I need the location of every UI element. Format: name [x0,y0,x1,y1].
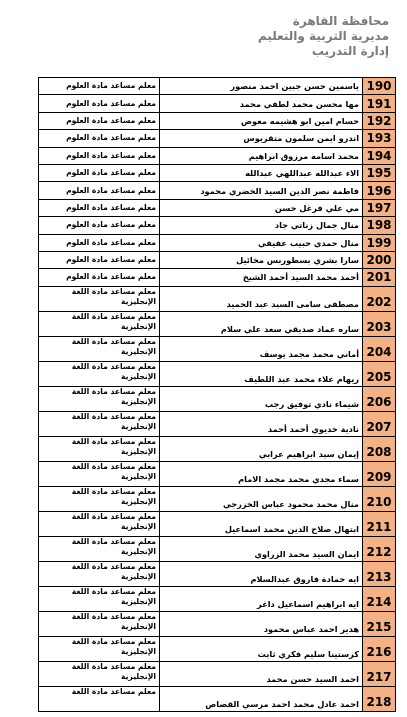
document-header [169,14,389,59]
table-row [39,286,396,311]
job-title-cell: معلم مساعد مادة اللغة الإنجليزية [39,486,160,511]
table-row [39,78,396,95]
job-title-cell: معلم مساعد مادة العلوم [39,182,160,199]
table-row [39,636,396,661]
row-number-cell: 203 [363,311,396,336]
row-number-cell: 201 [363,269,396,286]
table-row [39,95,396,112]
table-row [39,386,396,411]
table-row [39,251,396,268]
table-row [39,611,396,636]
job-title-cell: معلم مساعد مادة اللغة الإنجليزية [39,286,160,311]
name-cell: منال جمال زناتي جاد [160,217,363,234]
table-row [39,164,396,181]
table-row [39,536,396,561]
table-row [39,511,396,536]
row-number-cell: 199 [363,234,396,251]
row-number-cell: 218 [363,686,396,711]
row-number-cell: 217 [363,661,396,686]
job-title-cell: معلم مساعد مادة اللغة الإنجليزية [39,386,160,411]
directorate-title: مديرية التربية والتعليم [257,29,389,43]
table-row [39,217,396,234]
name-cell: ابتهال صلاح الدين محمد اسماعيل [160,511,363,536]
row-number-cell: 213 [363,561,396,586]
table-row [39,361,396,386]
row-number-cell: 216 [363,636,396,661]
job-title-cell: معلم مساعد مادة العلوم [39,164,160,181]
name-cell: محمد اسامه مرزوق ابراهيم [160,147,363,164]
job-title-cell: معلم مساعد مادة اللغة الإنجليزية [39,536,160,561]
table-row [39,199,396,216]
row-number-cell: 202 [363,286,396,311]
job-title-cell: معلم مساعد مادة اللغة الإنجليزية [39,561,160,586]
name-cell: اندرو ايمن سلمون متقريوس [160,130,363,147]
row-number-cell: 205 [363,361,396,386]
name-cell: مها محسن محمد لطفي محمد [160,95,363,112]
table-row [39,411,396,436]
table-row [39,311,396,336]
job-title-cell: معلم مساعد مادة العلوم [39,147,160,164]
name-cell: أحمد محمد السيد أحمد الشيخ [160,269,363,286]
row-number-cell: 195 [363,164,396,181]
name-cell: فاطمة نصر الدين السيد الخضري محمود [160,182,363,199]
name-cell: منال حمدي حبيب عفيفي [160,234,363,251]
table-row [39,436,396,461]
job-title-cell: معلم مساعد مادة اللغة الإنجليزية [39,636,160,661]
row-number-cell: 207 [363,411,396,436]
row-number-cell: 192 [363,112,396,129]
name-cell: ريهام علاء محمد عبد اللطيف [160,361,363,386]
name-cell: شيماء نادي توفيق رجب [160,386,363,411]
job-title-cell: معلم مساعد مادة العلوم [39,95,160,112]
row-number-cell: 212 [363,536,396,561]
name-cell: منال محمد محمود عباس الخزرجي [160,486,363,511]
name-cell: أماني محمد مجمد يوسف [160,336,363,361]
row-number-cell: 198 [363,217,396,234]
name-cell: نادية خديوي أحمد أحمد [160,411,363,436]
name-cell: ايمان السيد محمد الزراوي [160,536,363,561]
job-title-cell: معلم مساعد مادة اللغة الإنجليزية [39,461,160,486]
table-row [39,336,396,361]
job-title-cell: معلم مساعد مادة العلوم [39,251,160,268]
row-number-cell: 193 [363,130,396,147]
row-number-cell: 206 [363,386,396,411]
table-row [39,561,396,586]
table-row [39,234,396,251]
job-title-cell: معلم مساعد مادة العلوم [39,269,160,286]
row-number-cell: 197 [363,199,396,216]
table-row [39,112,396,129]
table-row [39,586,396,611]
row-number-cell: 209 [363,461,396,486]
row-number-cell: 191 [363,95,396,112]
name-cell: هدير احمد عباس محمود [160,611,363,636]
name-cell: سماء مجدي محمد مجمد الامام [160,461,363,486]
name-cell: ايه حمادة فاروق عبدالسلام [160,561,363,586]
job-title-cell: معلم مساعد مادة العلوم [39,130,160,147]
row-number-cell: 214 [363,586,396,611]
job-title-cell: معلم مساعد مادة اللغة الإنجليزية [39,611,160,636]
table-row [39,461,396,486]
job-title-cell: معلم مساعد مادة اللغة الإنجليزية [39,311,160,336]
table-row [39,130,396,147]
job-title-cell: معلم مساعد مادة اللغة الإنجليزية [39,411,160,436]
table-row [39,686,396,711]
job-title-cell: معلم مساعد مادة العلوم [39,217,160,234]
name-cell: ياسمين حسن جبين احمد منصور [160,78,363,95]
teacher-roster-table [38,77,396,712]
job-title-cell: معلم مساعد مادة العلوم [39,112,160,129]
row-number-cell: 204 [363,336,396,361]
row-number-cell: 194 [363,147,396,164]
job-title-cell: معلم مساعد مادة اللغة الإنجليزية [39,661,160,686]
row-number-cell: 210 [363,486,396,511]
row-number-cell: 200 [363,251,396,268]
job-title-cell: معلم مساعد مادة اللغة الإنجليزية [39,436,160,461]
table-row [39,182,396,199]
name-cell: حسام امين ابو هشيمه معوض [160,112,363,129]
name-cell: سارا بشري بسطوربس مخائيل [160,251,363,268]
name-cell: كرستينا سليم فكري ثابت [160,636,363,661]
governorate-title: محافظة القاهرة [292,14,389,28]
name-cell: ايه ابراهيم اسماعيل داغر [160,586,363,611]
job-title-cell: معلم مساعد مادة العلوم [39,234,160,251]
row-number-cell: 211 [363,511,396,536]
table-row [39,486,396,511]
name-cell: مصطفى سامى السيد عبد الحميد [160,286,363,311]
job-title-cell: معلم مساعد مادة اللغة الإنجليزية [39,586,160,611]
table-row [39,661,396,686]
name-cell: احمد السيد حسن محمد [160,661,363,686]
name-cell: ساره عماد صديقي سعد علي سلام [160,311,363,336]
table-row [39,269,396,286]
name-cell: مي علي فرغل حسن [160,199,363,216]
job-title-cell: معلم مساعد مادة العلوم [39,78,160,95]
job-title-cell: معلم مساعد مادة اللغة الإنجليزية [39,336,160,361]
name-cell: إيمان سيد ابراهيم عرابي [160,436,363,461]
row-number-cell: 215 [363,611,396,636]
row-number-cell: 196 [363,182,396,199]
job-title-cell: معلم مساعد مادة اللغة الإنجليزية [39,361,160,386]
department-title: إدارة التدريب [311,44,389,58]
roster-table-body [39,78,396,712]
table-row [39,147,396,164]
job-title-cell: معلم مساعد مادة العلوم [39,199,160,216]
row-number-cell: 208 [363,436,396,461]
name-cell: احمد عادل محمد احمد مرسي القصاص [160,686,363,711]
job-title-cell: معلم مساعد مادة اللغة الإنجليزية [39,511,160,536]
name-cell: الاء عبدالله عبداللهي عبدالله [160,164,363,181]
job-title-cell: معلم مساعد مادة اللغة [39,686,160,711]
row-number-cell: 190 [363,78,396,95]
